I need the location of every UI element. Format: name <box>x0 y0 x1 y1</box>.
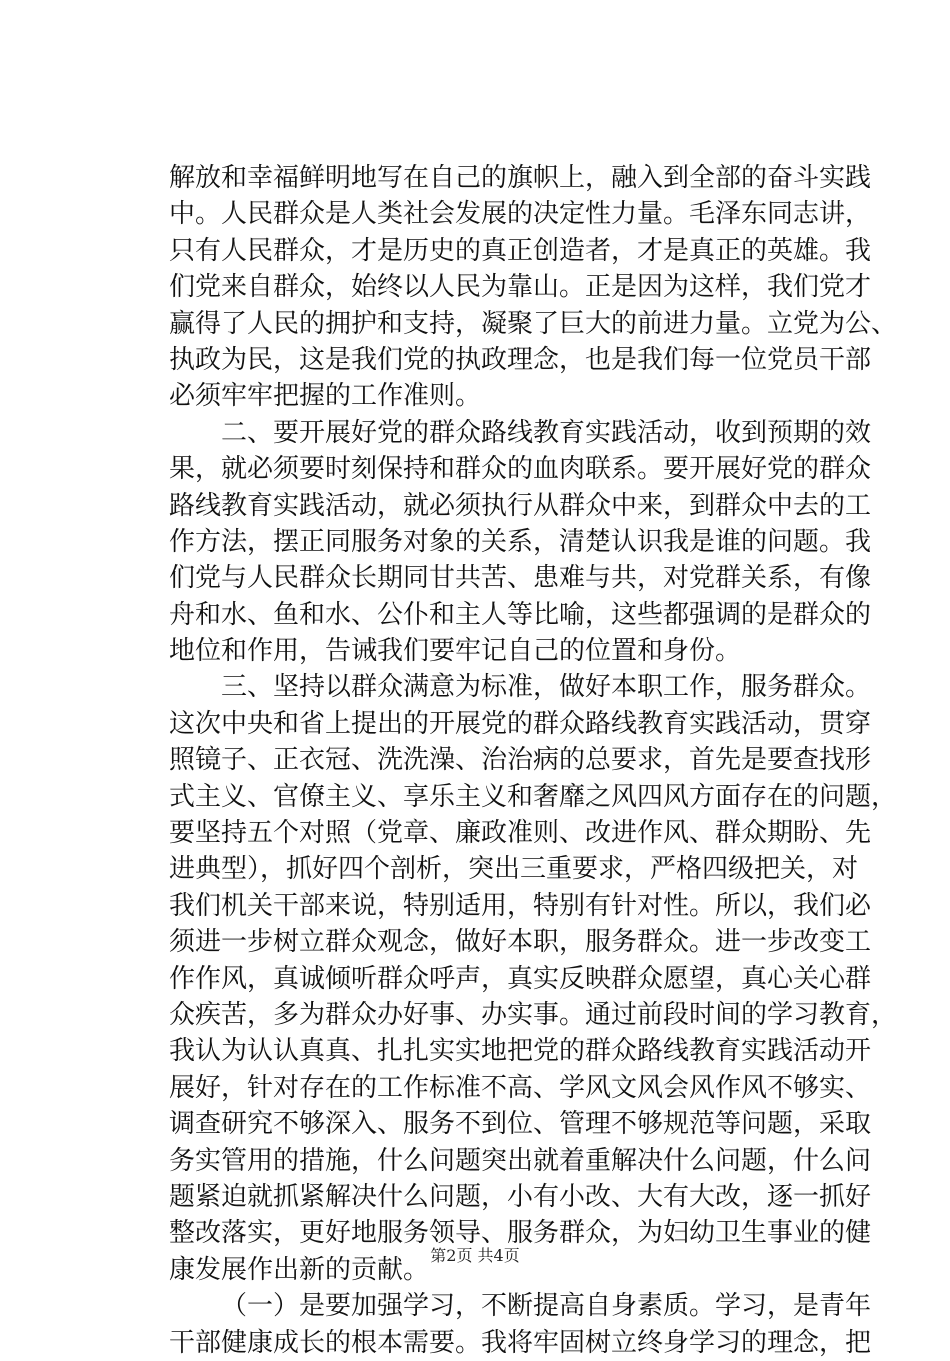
text-line: （一）是要加强学习，不断提高自身素质。学习，是青年 <box>221 1291 872 1322</box>
text-line: 执政为民，这是我们党的执政理念，也是我们每一位党员干部 <box>169 344 872 375</box>
text-line: 调查研究不够深入、服务不到位、管理不够规范等问题，采取 <box>169 1109 872 1140</box>
text-line: 须进一步树立群众观念，做好本职，服务群众。进一步改变工 <box>169 927 872 958</box>
text-line: 作作风，真诚倾听群众呼声，真实反映群众愿望，真心关心群 <box>169 963 872 994</box>
text-line: 进典型），抓好四个剖析，突出三重要求，严格四级把关，对 <box>169 854 859 885</box>
text-line: 只有人民群众，才是历史的真正创造者，才是真正的英雄。我 <box>169 235 872 266</box>
text-line: 中。人民群众是人类社会发展的决定性力量。毛泽东同志讲， <box>169 199 872 230</box>
text-line: 地位和作用，告诫我们要牢记自己的位置和身份。 <box>169 636 742 667</box>
text-line: 作方法，摆正同服务对象的关系，清楚认识我是谁的问题。我 <box>169 526 872 557</box>
text-line: 果，就必须要时刻保持和群众的血肉联系。要开展好党的群众 <box>169 454 872 485</box>
text-line: 这次中央和省上提出的开展党的群众路线教育实践活动，贯穿 <box>169 708 872 739</box>
text-line: 赢得了人民的拥护和支持，凝聚了巨大的前进力量。立党为公、 <box>169 308 898 339</box>
text-line: 解放和幸福鲜明地写在自己的旗帜上，融入到全部的奋斗实践 <box>169 163 872 193</box>
text-line: 要坚持五个对照（党章、廉政准则、改进作风、群众期盼、先 <box>169 818 872 849</box>
text-line: 务实管用的措施，什么问题突出就着重解决什么问题，什么问 <box>169 1145 872 1176</box>
text-line: 二、要开展好党的群众路线教育实践活动，收到预期的效 <box>221 417 872 448</box>
text-line: 我认为认认真真、扎扎实实地把党的群众路线教育实践活动开 <box>169 1036 872 1067</box>
text-line: 照镜子、正衣冠、洗洗澡、治治病的总要求，首先是要查找形 <box>169 745 872 776</box>
text-line: 展好，针对存在的工作标准不高、学风文风会风作风不够实、 <box>169 1072 872 1103</box>
text-line: 必须牢牢把握的工作准则。 <box>169 381 482 412</box>
text-line: 题紧迫就抓紧解决什么问题，小有小改、大有大改，逐一抓好 <box>169 1181 872 1212</box>
text-line: 干部健康成长的根本需要。我将牢固树立终身学习的理念，把 <box>169 1327 872 1358</box>
body-text <box>169 160 898 1361</box>
text-line: 康发展作出新的贡献。 <box>169 1254 430 1285</box>
text-line: 众疾苦，多为群众办好事、办实事。通过前段时间的学习教育， <box>169 999 898 1030</box>
text-line: 式主义、官僚主义、享乐主义和奢靡之风四风方面存在的问题， <box>169 781 898 812</box>
page-footer: 第2页 共4页 <box>430 1246 520 1265</box>
text-line: 舟和水、鱼和水、公仆和主人等比喻，这些都强调的是群众的 <box>169 599 872 630</box>
text-line: 路线教育实践活动，就必须执行从群众中来，到群众中去的工 <box>169 490 872 521</box>
text-line: 们党与人民群众长期同甘共苦、患难与共，对党群关系，有像 <box>169 563 872 594</box>
text-line: 们党来自群众，始终以人民为靠山。正是因为这样，我们党才 <box>169 272 872 303</box>
text-line: 三、坚持以群众满意为标准，做好本职工作，服务群众。 <box>221 672 872 703</box>
text-line: 整改落实，更好地服务领导、服务群众，为妇幼卫生事业的健 <box>169 1218 872 1249</box>
text-line: 我们机关干部来说，特别适用，特别有针对性。所以，我们必 <box>169 890 872 921</box>
